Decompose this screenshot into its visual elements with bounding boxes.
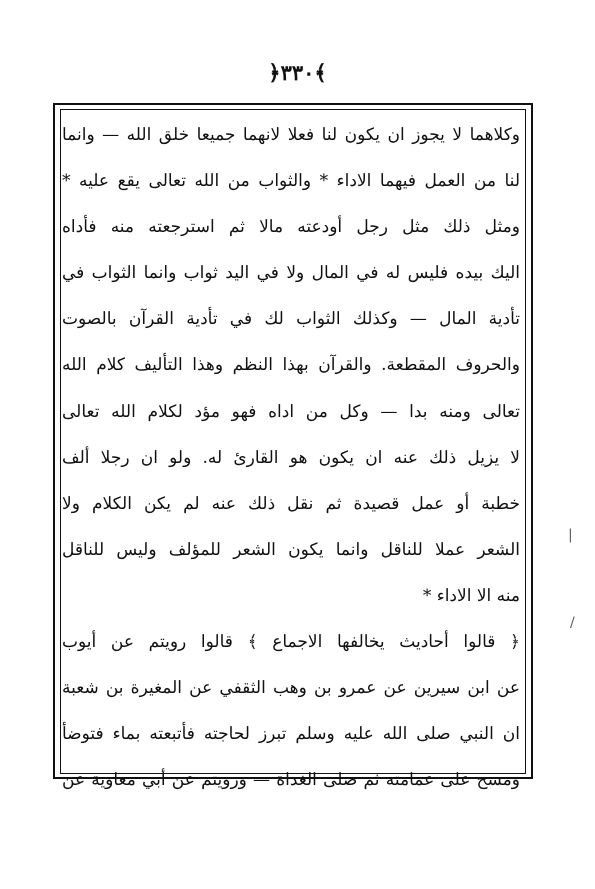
- text-line: منه الا الاداء *: [422, 585, 520, 606]
- page-number: ﴿٣٣٠﴾: [268, 60, 327, 85]
- text-line: ان النبي صلى الله عليه وسلم تبرز لحاجته فأتبعته بماء فتوضأ: [62, 724, 520, 745]
- text-line: لا يزيل ذلك عنه ان يكون هو القارئ له. ولو ان رجلا ألف: [62, 447, 520, 468]
- margin-tick-mark: /: [570, 615, 575, 631]
- text-line: لنا من العمل فيهما الاداء * والثواب من الله تعالى يقع عليه *: [62, 171, 520, 192]
- text-line: تعالى ومنه بدا — وكل من اداه فهو مؤد لكلام الله تعالى: [62, 401, 520, 422]
- text-line: تأدية المال — وكذلك الثواب لك في تأدية القرآن بالصوت: [62, 309, 520, 330]
- text-line: ومسح على عمامته ثم صلى الغداة — ورويتم عن أبي معاوية عن: [62, 770, 520, 791]
- text-line: ومثل ذلك مثل رجل أودعته مالا ثم استرجعته منه فأداه: [62, 217, 520, 238]
- section-heading-line: ﴿ قالوا أحاديث يخالفها الاجماع ﴾ قالوا رويتم عن أيوب: [62, 632, 520, 653]
- margin-tick-mark: |: [568, 527, 573, 543]
- text-line: والحروف المقطعة. والقرآن بهذا النظم وهذا التأليف كلام الله: [62, 355, 520, 376]
- text-line: الشعر عملا للناقل وانما يكون الشعر للمؤلف وليس للناقل: [62, 539, 520, 560]
- text-line: خطبة أو عمل قصيدة ثم نقل ذلك عنه لم يكن الكلام ولا: [62, 493, 520, 514]
- body-text: [62, 112, 520, 803]
- text-line: عن ابن سيرين عن عمرو بن وهب الثقفي عن المغيرة بن شعبة: [62, 678, 520, 699]
- text-line: اليك بيده فليس له في المال ولا في اليد ثواب وانما الثواب في: [62, 263, 520, 284]
- text-line: وكلاهما لا يجوز ان يكون لنا فعلا لانهما جميعا خلق الله — وانما: [62, 125, 520, 145]
